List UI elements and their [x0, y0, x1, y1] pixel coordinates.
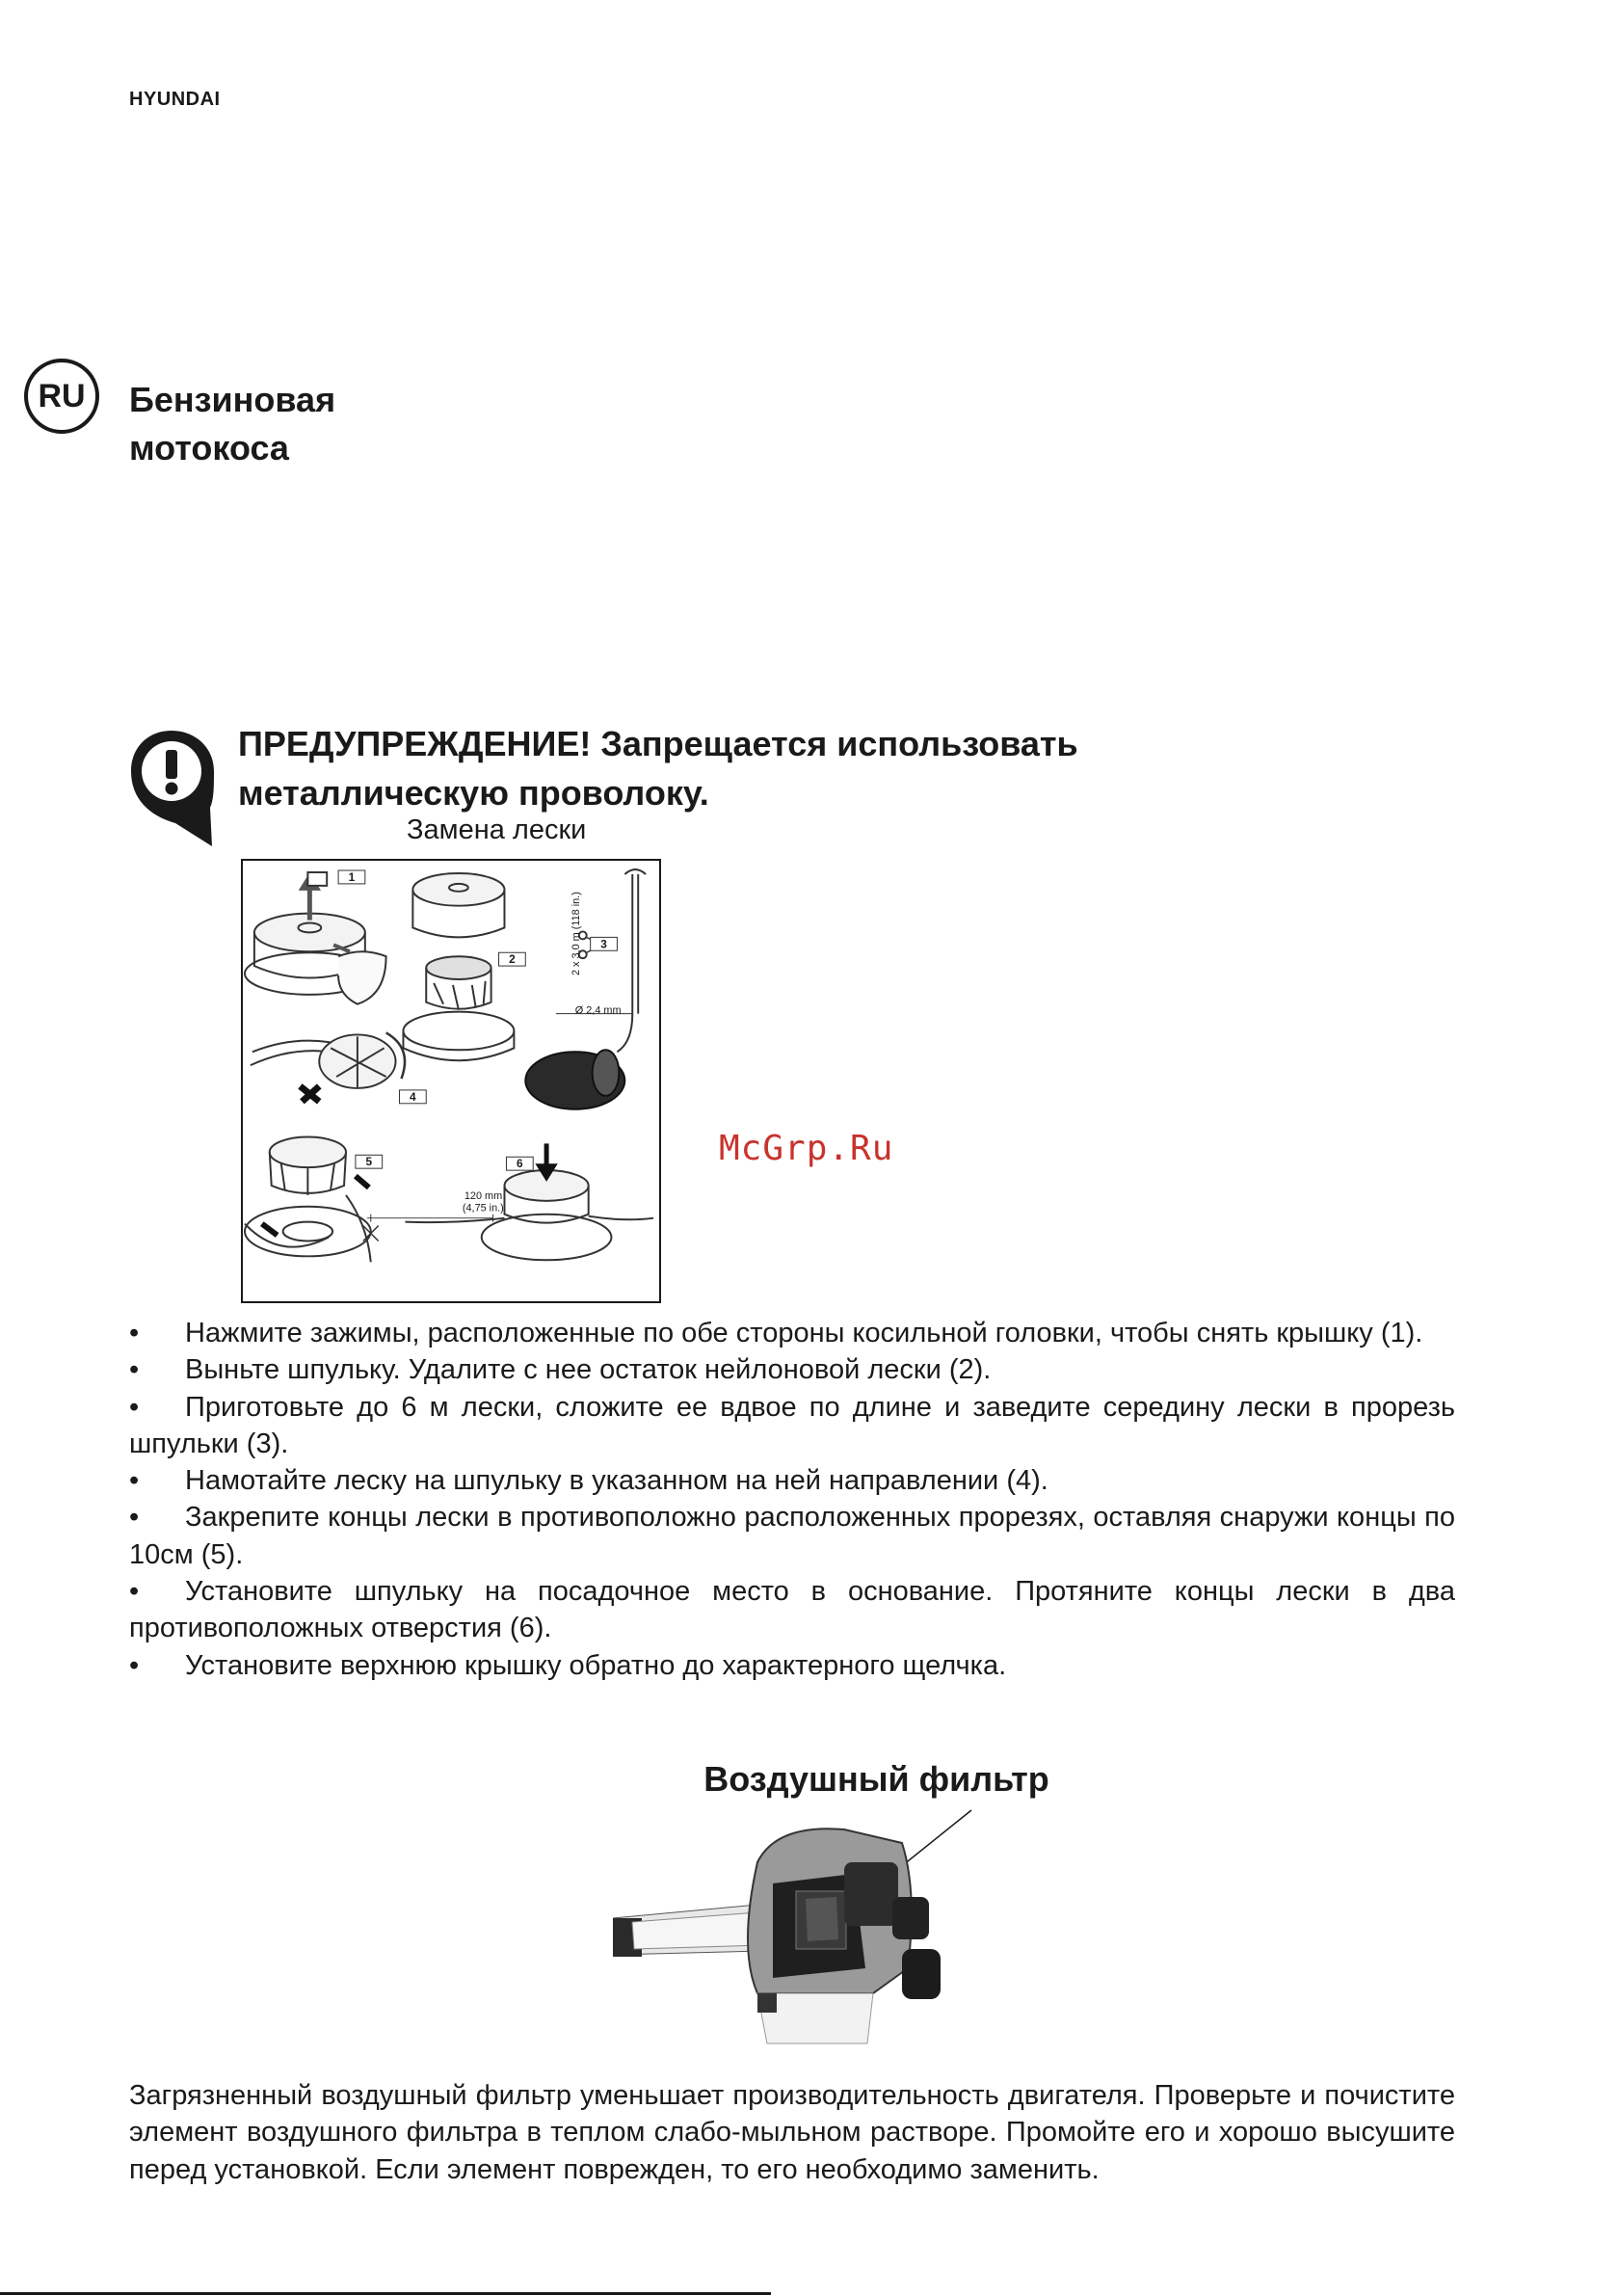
end-length-label-in: (4,75 in.): [462, 1202, 504, 1215]
language-badge: RU: [24, 359, 99, 434]
document-title-line-2: мотокоса: [129, 428, 289, 467]
list-item: [129, 1647, 1455, 1684]
step-1-cover-removal: [245, 869, 386, 1004]
brand-header: HYUNDAI: [129, 89, 221, 110]
line-replacement-steps: [129, 1315, 1455, 1684]
document-title: [129, 376, 335, 472]
warning-line-1: ПРЕДУПРЕЖДЕНИЕ! Запрещается использовать: [238, 724, 1078, 763]
document-title-line-1: Бензиновая: [129, 380, 336, 419]
bullet-icon: •: [129, 1318, 140, 1348]
watermark: McGrp.Ru: [719, 1129, 894, 1168]
list-item-text: Намотайте леску на шпульку в указанном на ней направлении (4).: [185, 1465, 1048, 1497]
list-item: [129, 1315, 1455, 1351]
list-item: [129, 1573, 1455, 1647]
bullet-icon: •: [129, 1354, 140, 1386]
list-item: [129, 1351, 1455, 1388]
step-4-winding: [251, 1032, 405, 1101]
bullet-icon: •: [129, 1649, 140, 1681]
air-filter-paragraph: Загрязненный воздушный фильтр уменьшает производительность двигателя. Проверьте и почистите элемент воздушного фильтра в теплом слабо-мыльном растворе. Промойте его и хорошо высушите перед установкой. Если элемент поврежден, то его необходимо заменить.: [129, 2080, 1455, 2185]
step-label-1: 1: [348, 869, 356, 884]
exclamation-marker-icon: [127, 727, 216, 848]
list-item: [129, 1499, 1455, 1573]
air-filter-title: Воздушный фильтр: [703, 1759, 1049, 1799]
list-item: [129, 1462, 1455, 1499]
list-item-text: Выньте шпульку. Удалите с нее остаток нейлоновой лески (2).: [185, 1354, 992, 1386]
step-5-securing-ends: [245, 1136, 371, 1262]
bullet-icon: •: [129, 1391, 140, 1423]
step-label-6: 6: [517, 1157, 523, 1171]
list-item-text: Установите верхнюю крышку обратно до характерного щелчка.: [185, 1649, 1007, 1681]
figure-caption: Замена лески: [407, 814, 587, 845]
footer-rule: [0, 2292, 771, 2295]
warning-text: [238, 719, 1250, 817]
step-label-3: 3: [600, 937, 607, 951]
list-item-text: Закрепите концы лески в противоположно расположенных прорезях, оставляя снаружи концы по 10см (5).: [129, 1502, 1455, 1570]
step-3-line-folding: [525, 869, 646, 1109]
bullet-icon: •: [129, 1465, 140, 1497]
step-2-spool-removal: [403, 873, 514, 1060]
step-label-4: 4: [410, 1089, 416, 1104]
air-filter-photo: [613, 1804, 979, 2047]
list-item-text: Приготовьте до 6 м лески, сложите ее вдвое по длине и заведите середину лески в прорезь шпульки (3).: [129, 1391, 1455, 1459]
warning-line-2: металлическую проволоку.: [238, 773, 709, 813]
line-length-label: 2 x 3,0 m (118 in.): [570, 892, 582, 976]
bullet-icon: •: [129, 1576, 140, 1608]
line-replacement-diagram: [241, 859, 661, 1303]
list-item-text: Установите шпульку на посадочное место в основание. Протяните концы лески в два противоположных отверстия (6).: [129, 1576, 1455, 1644]
list-item-text: Нажмите зажимы, расположенные по обе стороны косильной головки, чтобы снять крышку (1).: [185, 1318, 1423, 1348]
line-diameter-label: Ø 2,4 mm: [574, 1004, 622, 1017]
step-label-5: 5: [365, 1155, 373, 1169]
end-length-label-mm: 120 mm: [464, 1189, 503, 1202]
bullet-icon: •: [129, 1502, 140, 1534]
list-item: [129, 1389, 1455, 1463]
step-label-2: 2: [509, 952, 516, 967]
